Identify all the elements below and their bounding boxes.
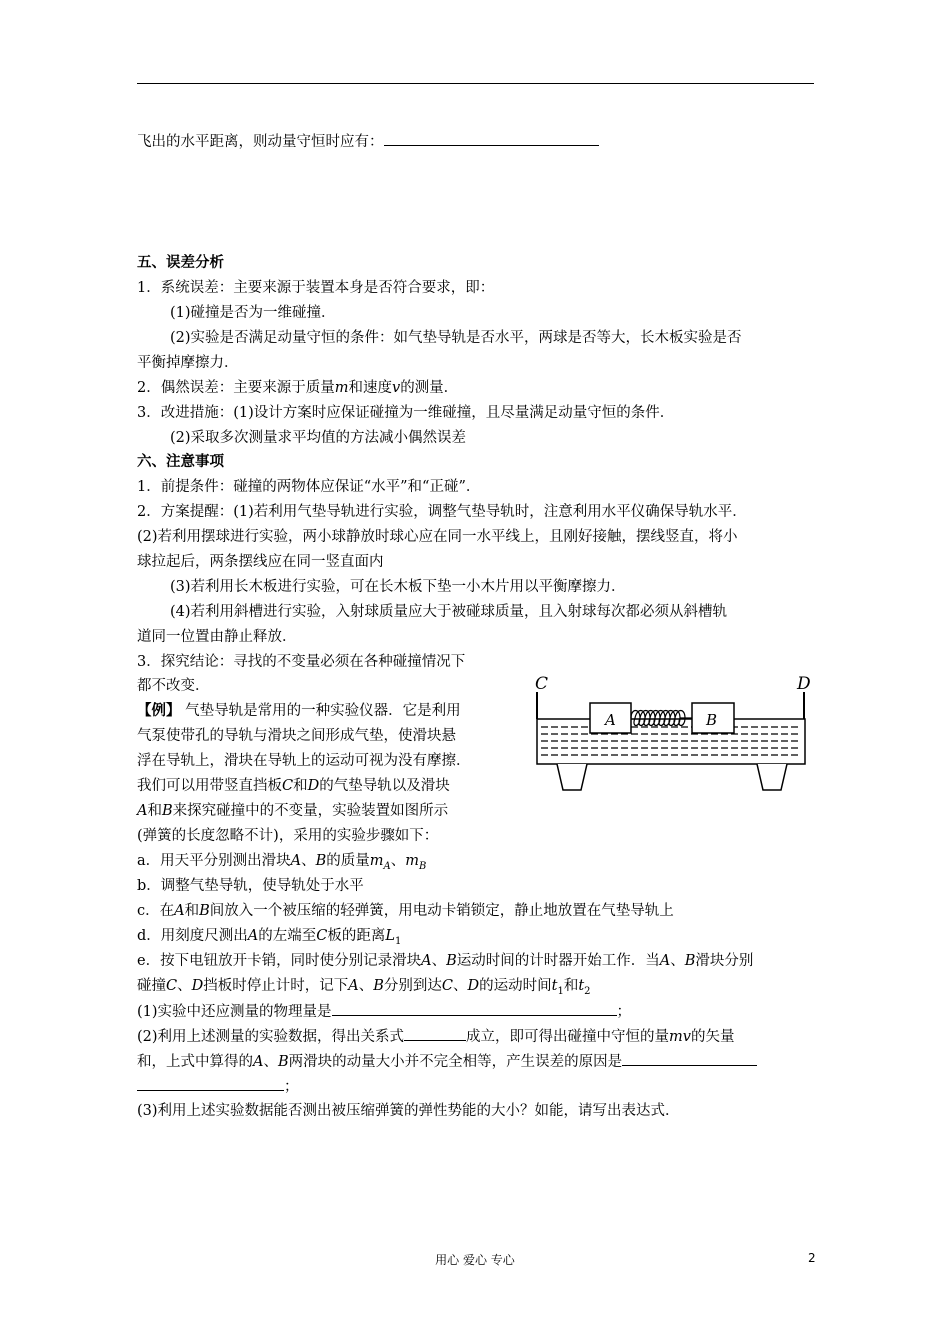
section-heading-error-analysis: 五、误差分析: [137, 255, 224, 271]
question-1: (1)实验中还应测量的物理量是 ；: [137, 1001, 631, 1022]
question-3: (3)利用上述实验数据能否测出被压缩弹簧的弹性势能的大小？如能，请写出表达式．: [137, 1103, 680, 1119]
paragraph-line: (2)实验是否满足动量守恒的条件：如气垫导轨是否水平，两球是否等大，长木板实验是否: [170, 330, 742, 346]
paragraph-line: ；: [137, 1076, 299, 1097]
paragraph-line: c．在A和B间放入一个被压缩的轻弹簧，用电动卡销锁定，静止地放置在气垫导轨上: [137, 903, 674, 919]
question-2: (2)利用上述测量的实验数据，得出关系式 成立，即可得出碰撞中守恒的量mv的矢量: [137, 1026, 735, 1047]
answer-blank[interactable]: [384, 131, 599, 146]
paragraph-line: 2．方案提醒：(1)若利用气垫导轨进行实验，调整气垫导轨时，注意利用水平仪确保导轨水平．: [137, 504, 747, 520]
paragraph-line: 3．探究结论：寻找的不变量必须在各种碰撞情况下: [137, 654, 466, 670]
paragraph-line: 【例】 气垫导轨是常用的一种实验仪器．它是利用: [137, 703, 461, 719]
label-b: B: [706, 711, 718, 729]
paragraph-line: (弹簧的长度忽略不计)，采用的实验步骤如下：: [137, 828, 439, 844]
answer-blank[interactable]: [332, 1001, 617, 1016]
label-a: A: [605, 711, 616, 729]
page-number: 2: [808, 1251, 816, 1265]
paragraph-line: 浮在导轨上，滑块在导轨上的运动可视为没有摩擦．: [137, 753, 471, 769]
paragraph-line: e．按下电钮放开卡销，同时使分别记录滑块A、B运动时间的计时器开始工作．当A、B滑块分别: [137, 953, 754, 969]
paragraph-line: 3．改进措施：(1)设计方案时应保证碰撞为一维碰撞，且尽量满足动量守恒的条件．: [137, 405, 675, 421]
paragraph-line: 球拉起后，两条摆线应在同一竖直面内: [137, 554, 384, 570]
air-track-diagram: [527, 672, 817, 797]
track-leg-left: [557, 764, 587, 790]
answer-blank[interactable]: [622, 1051, 757, 1066]
paragraph-line: (4)若利用斜槽进行实验，入射球质量应大于被碰球质量，且入射球每次都必须从斜槽轨: [170, 604, 728, 620]
paragraph-line: (1)碰撞是否为一维碰撞．: [170, 305, 336, 321]
paragraph-line: (3)若利用长木板进行实验，可在长木板下垫一小木片用以平衡摩擦力．: [170, 579, 626, 595]
paragraph-line: 气泵使带孔的导轨与滑块之间形成气垫，使滑块悬: [137, 728, 456, 744]
answer-blank[interactable]: [137, 1076, 284, 1091]
paragraph-line: (2)采取多次测量求平均值的方法减小偶然误差: [170, 430, 467, 446]
section-heading-notes: 六、注意事项: [137, 454, 224, 470]
label-c: C: [535, 674, 549, 694]
paragraph-line: A和B来探究碰撞中的不变量，实验装置如图所示: [137, 803, 449, 819]
page-footer: 用心 爱心 专心: [435, 1253, 515, 1267]
paragraph-line: 1．系统误差：主要来源于装置本身是否符合要求，即：: [137, 280, 495, 296]
track-leg-right: [757, 764, 787, 790]
paragraph-line: 平衡掉摩擦力．: [137, 355, 239, 371]
paragraph-line: 和，上式中算得的A、B两滑块的动量大小并不完全相等，产生误差的原因是: [137, 1051, 757, 1072]
label-d: D: [797, 674, 811, 694]
paragraph-line: 1．前提条件：碰撞的两物体应保证“水平”和“正碰”．: [137, 479, 481, 495]
paragraph-line: 2．偶然误差：主要来源于质量m和速度v的测量．: [137, 380, 459, 396]
paragraph-line: 飞出的水平距离，则动量守恒时应有：: [137, 131, 599, 152]
paragraph-line: b．调整气垫导轨，使导轨处于水平: [137, 878, 364, 894]
answer-blank[interactable]: [404, 1026, 466, 1041]
paragraph-line: 都不改变．: [137, 678, 210, 694]
paragraph-line: d．用刻度尺测出A的左端至C板的距离$L_1$: [137, 928, 402, 947]
paragraph-line: 碰撞C、D挡板时停止计时，记下A、B分别到达C、D的运动时间$t_1$和$t_2$: [137, 978, 591, 997]
paragraph-line: (2)若利用摆球进行实验，两小球静放时球心应在同一水平线上，且刚好接触，摆线竖直，将小: [137, 529, 738, 545]
paragraph-line: 我们可以用带竖直挡板C和D的气垫导轨以及滑块: [137, 778, 450, 794]
paragraph-line: 道同一位置由静止释放．: [137, 629, 297, 645]
paragraph-line: a．用天平分别测出滑块A、B的质量$m_A$、$m_B$: [137, 853, 427, 872]
header-rule: [137, 83, 814, 84]
